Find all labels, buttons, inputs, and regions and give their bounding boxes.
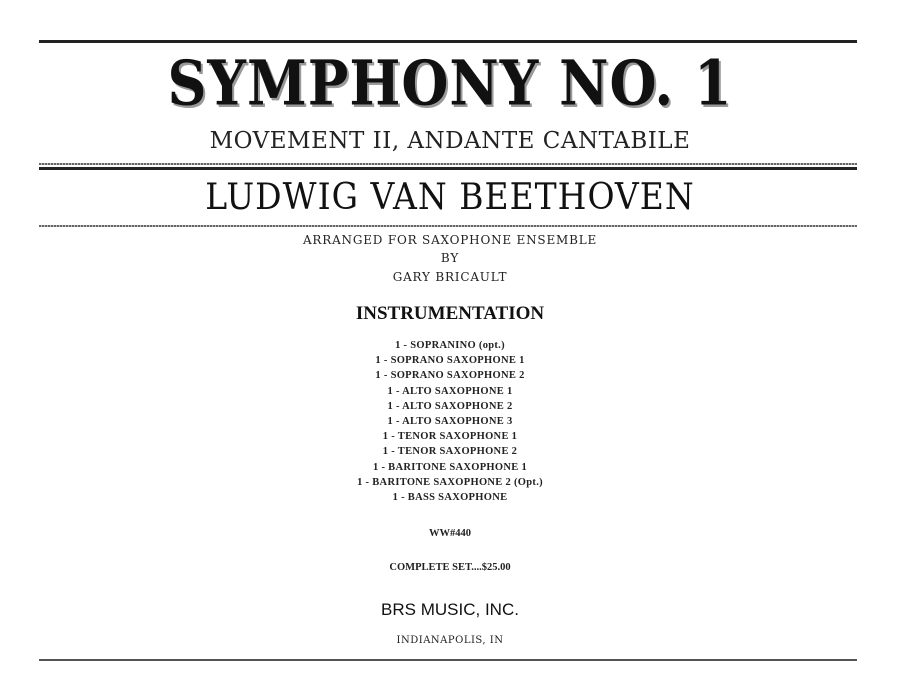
list-item: 1 - ALTO SAXOPHONE 1 xyxy=(387,385,513,397)
arrangement-by: BY xyxy=(440,251,460,265)
divider-thick-upper xyxy=(39,167,857,170)
arranger-name: GARY BRICAULT xyxy=(392,270,508,284)
list-item: 1 - TENOR SAXOPHONE 2 xyxy=(382,446,518,458)
list-item: 1 - BARITONE SAXOPHONE 2 (Opt.) xyxy=(357,476,543,488)
arrangement-line: ARRANGED FOR SAXOPHONE ENSEMBLE xyxy=(302,233,598,247)
composer-name: LUDWIG VAN BEETHOVEN xyxy=(205,175,695,218)
page-title: SYMPHONY NO. 1 xyxy=(167,46,733,120)
instrumentation-list xyxy=(0,338,900,505)
instrumentation-heading: INSTRUMENTATION xyxy=(355,303,545,324)
catalog-number: WW#440 xyxy=(429,528,471,539)
publisher-location: INDIANAPOLIS, IN xyxy=(396,635,504,646)
list-item: 1 - BARITONE SAXOPHONE 1 xyxy=(372,461,528,473)
movement-subtitle: MOVEMENT II, ANDANTE CANTABILE xyxy=(209,128,691,154)
list-item: 1 - ALTO SAXOPHONE 2 xyxy=(387,400,513,412)
list-item: 1 - SOPRANINO (opt.) xyxy=(395,340,505,351)
list-item: 1 - BASS SAXOPHONE xyxy=(392,491,508,503)
list-item: 1 - ALTO SAXOPHONE 3 xyxy=(387,415,513,427)
price-text: COMPLETE SET....$25.00 xyxy=(389,562,511,573)
publisher-name: BRS MUSIC, INC. xyxy=(381,600,519,619)
divider-hatched-lower xyxy=(39,225,857,227)
list-item: 1 - TENOR SAXOPHONE 1 xyxy=(382,431,518,443)
list-item: 1 - SOPRANO SAXOPHONE 1 xyxy=(375,355,525,367)
bottom-rule xyxy=(39,659,857,661)
divider-hatched-upper xyxy=(39,163,857,165)
list-item: 1 - SOPRANO SAXOPHONE 2 xyxy=(375,370,525,382)
top-rule xyxy=(39,40,857,43)
